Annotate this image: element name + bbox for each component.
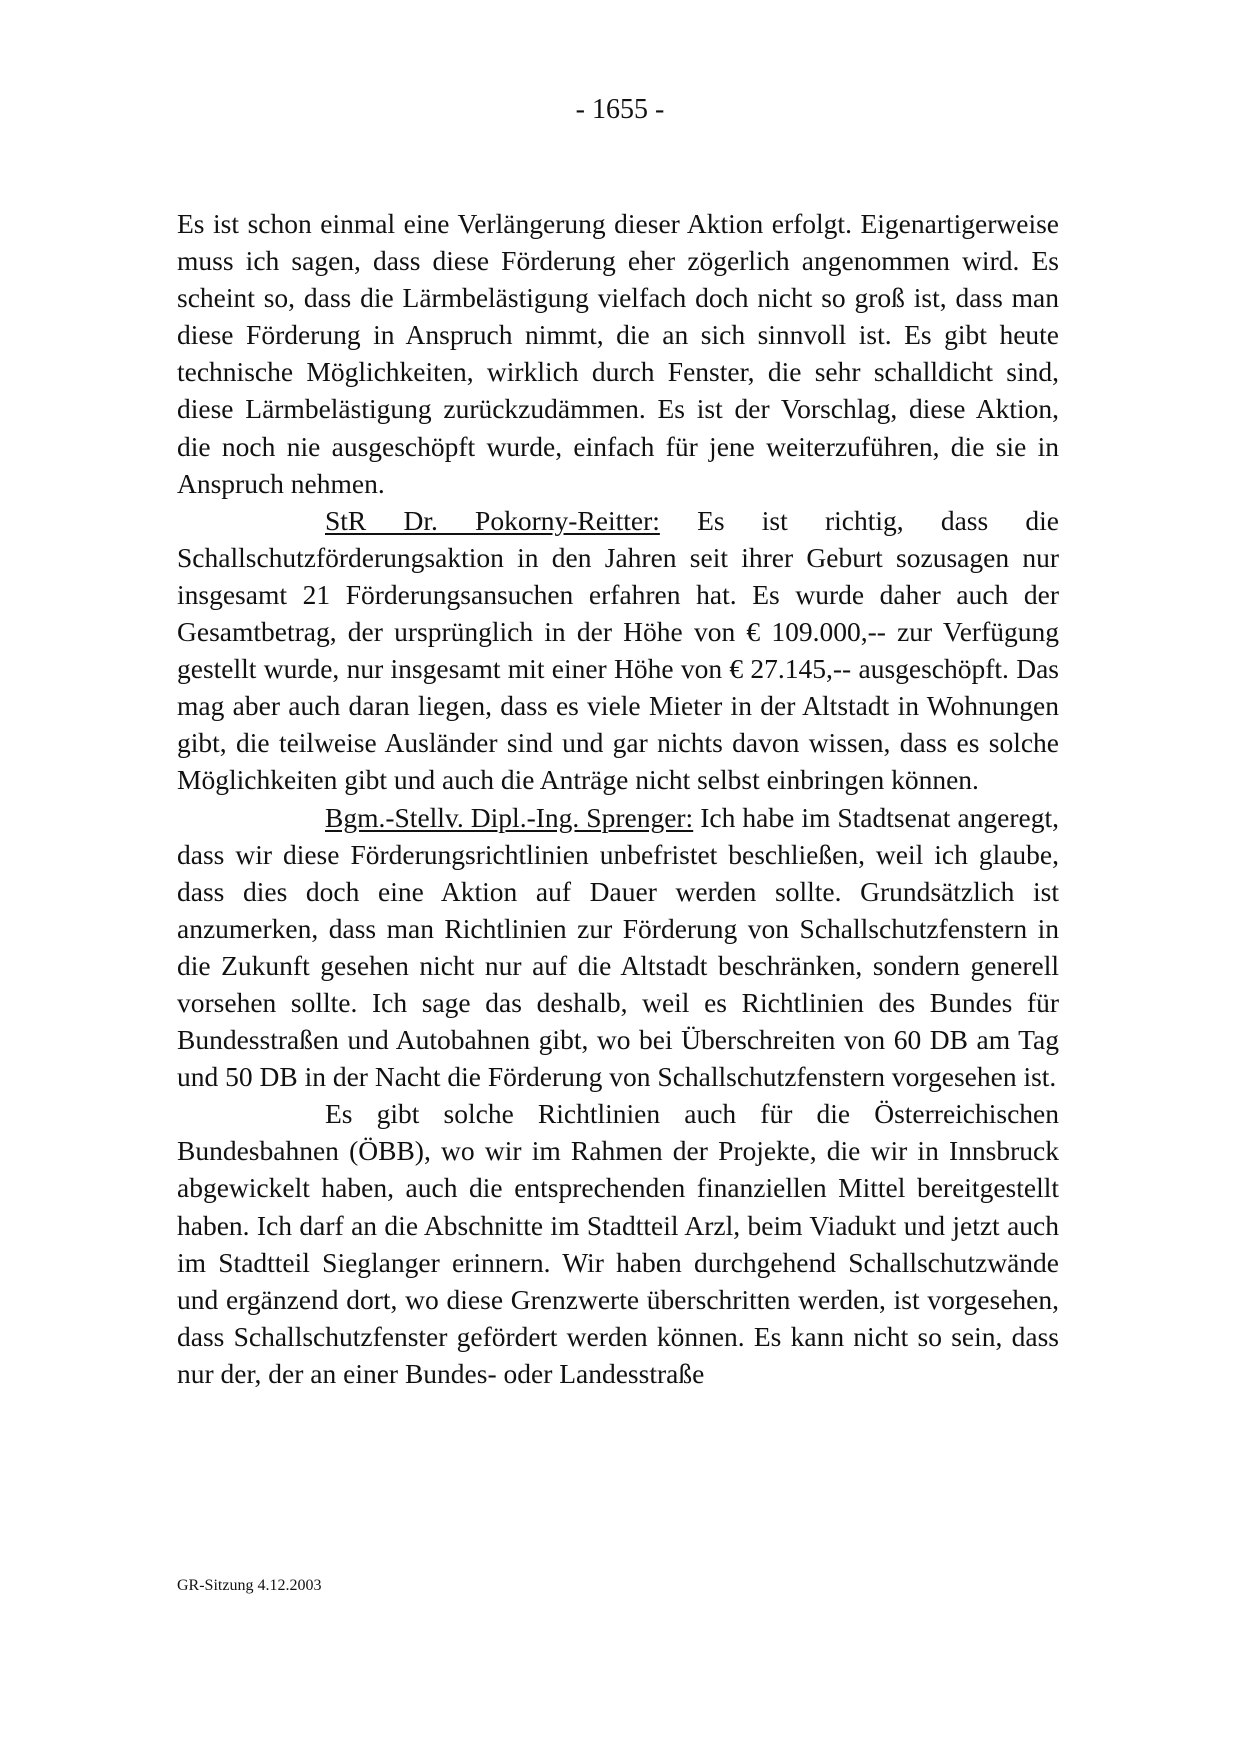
- paragraph-text: Ich habe im Stadtsenat angeregt, dass wir diese Förderungsrichtlinien unbefristet beschließen, weil ich glaube, dass dies doch eine Aktion auf Dauer werden sollte. Grundsätzlich ist anzumerken, dass man Richtlinien zur Förderung von Schallschutzfenstern in die Zukunft gesehen nicht nur auf die Altstadt beschränken, sondern generell vorsehen sollte. Ich sage das deshalb, weil es Richtlinien des Bundes für Bundesstraßen und Autobahnen gibt, wo bei Überschreiten von 60 DB am Tag und 50 DB in der Nacht die Förderung von Schallschutzfenstern vorgesehen ist.: [177, 801, 1059, 1093]
- page-number: - 1655 -: [575, 94, 665, 125]
- paragraph-continuation: [177, 205, 1059, 502]
- speech-pokorny-reitter: [177, 502, 1059, 799]
- paragraph-text: Es gibt solche Richtlinien auch für die Österreichischen Bundesbahnen (ÖBB), wo wir im Rahmen der Projekte, die wir in Innsbruck abgewickelt haben, auch die entsprechenden finanziellen Mittel bereitgestellt haben. Ich darf an die Abschnitte im Stadtteil Arzl, beim Viadukt und jetzt auch im Stadtteil Sieglanger erinnern. Wir haben durchgehend Schallschutzwände und ergänzend dort, wo diese Grenzwerte überschritten werden, ist vorgesehen, dass Schallschutzfenster gefördert werden können. Es kann nicht so sein, dass nur der, der an einer Bundes- oder Landesstraße: [177, 1098, 1059, 1389]
- page-footer: GR-Sitzung 4.12.2003: [177, 1577, 322, 1594]
- speaker-name: StR Dr. Pokorny-Reitter:: [325, 504, 660, 536]
- document-body: [177, 205, 1059, 1392]
- speech-sprenger: [177, 799, 1059, 1096]
- paragraph-text: Es ist schon einmal eine Verlängerung dieser Aktion erfolgt. Eigenartigerweise muss ich sagen, dass diese Förderung eher zögerlich angenommen wird. Es scheint so, dass die Lärmbelästigung vielfach doch nicht so groß ist, dass man diese Förderung in Anspruch nimmt, die an sich sinnvoll ist. Es gibt heute technische Möglichkeiten, wirklich durch Fenster, die sehr schalldicht sind, diese Lärmbelästigung zurückzudämmen. Es ist der Vorschlag, diese Aktion, die noch nie ausgeschöpft wurde, einfach für jene weiterzuführen, die sie in Anspruch nehmen.: [177, 208, 1059, 499]
- speaker-name: Bgm.-Stellv. Dipl.-Ing. Sprenger:: [325, 801, 694, 833]
- speech-sprenger-continued: [177, 1095, 1059, 1392]
- paragraph-text: Es ist richtig, dass die Schallschutzförderungsaktion in den Jahren seit ihrer Geburt sozusagen nur insgesamt 21 Förderungsansuchen erfahren hat. Es wurde daher auch der Gesamtbetrag, der ursprünglich in der Höhe von € 109.000,-- zur Verfügung gestellt wurde, nur insgesamt mit einer Höhe von € 27.145,-- ausgeschöpft. Das mag aber auch daran liegen, dass es viele Mieter in der Altstadt in Wohnungen gibt, die teilweise Ausländer sind und gar nichts davon wissen, dass es solche Möglichkeiten gibt und auch die Anträge nicht selbst einbringen können.: [177, 504, 1059, 796]
